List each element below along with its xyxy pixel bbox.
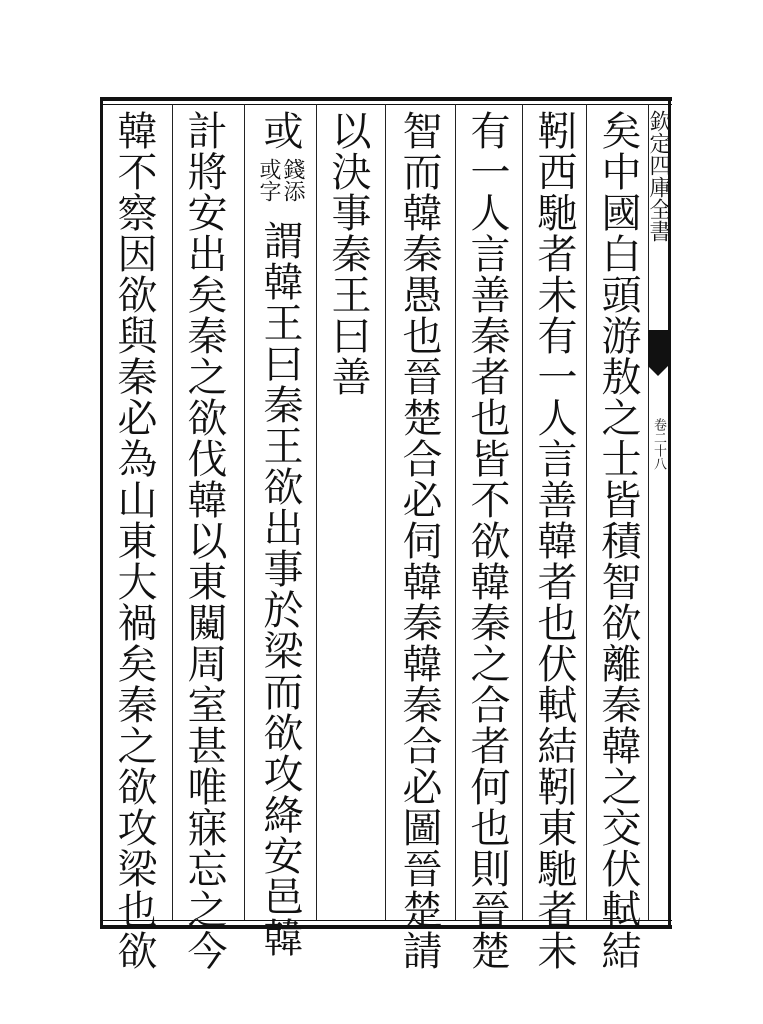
top-border-thick (100, 97, 672, 101)
text-column-2: 靷西馳者未有一人言善韓者也伏軾結靷東馳者未 (531, 110, 577, 971)
annotation-left: 或字 (256, 158, 281, 202)
volume-label: 卷二十八 (651, 418, 666, 470)
column-divider (522, 104, 523, 920)
fishtail-mark (648, 330, 668, 366)
text-column-4: 智而韓秦愚也晉楚合必伺韓秦韓秦合必圖晉楚請 (396, 110, 442, 971)
column-divider (172, 104, 173, 920)
annotation-right: 錢添 (280, 158, 305, 202)
column-divider (455, 104, 456, 920)
column-6-body: 謂韓王曰秦王欲出事於梁而欲攻絳安邑韓 (257, 220, 303, 958)
text-column-6 (250, 110, 306, 958)
column-divider (586, 104, 587, 920)
left-frame (100, 97, 103, 929)
text-column-8: 韓不察因欲與秦必為山東大禍矣秦之欲攻梁也欲 (111, 110, 157, 971)
column-divider (244, 104, 245, 920)
text-column-1: 矣中國白頭游敖之士皆積智欲離秦韓之交伏軾結 (595, 110, 641, 971)
column-divider (316, 104, 317, 920)
text-column-5: 以決事秦王曰善 (325, 110, 371, 397)
text-column-3: 有一人言善秦者也皆不欲韓秦之合者何也則晉楚 (464, 110, 510, 971)
column-divider (385, 104, 386, 920)
book-title: 欽定四庫全書 (646, 110, 671, 242)
text-column-7: 計將安出矣秦之欲伐韓以東闚周室甚唯寐忘之今 (181, 110, 227, 971)
column-6-head: 或 (257, 110, 303, 151)
